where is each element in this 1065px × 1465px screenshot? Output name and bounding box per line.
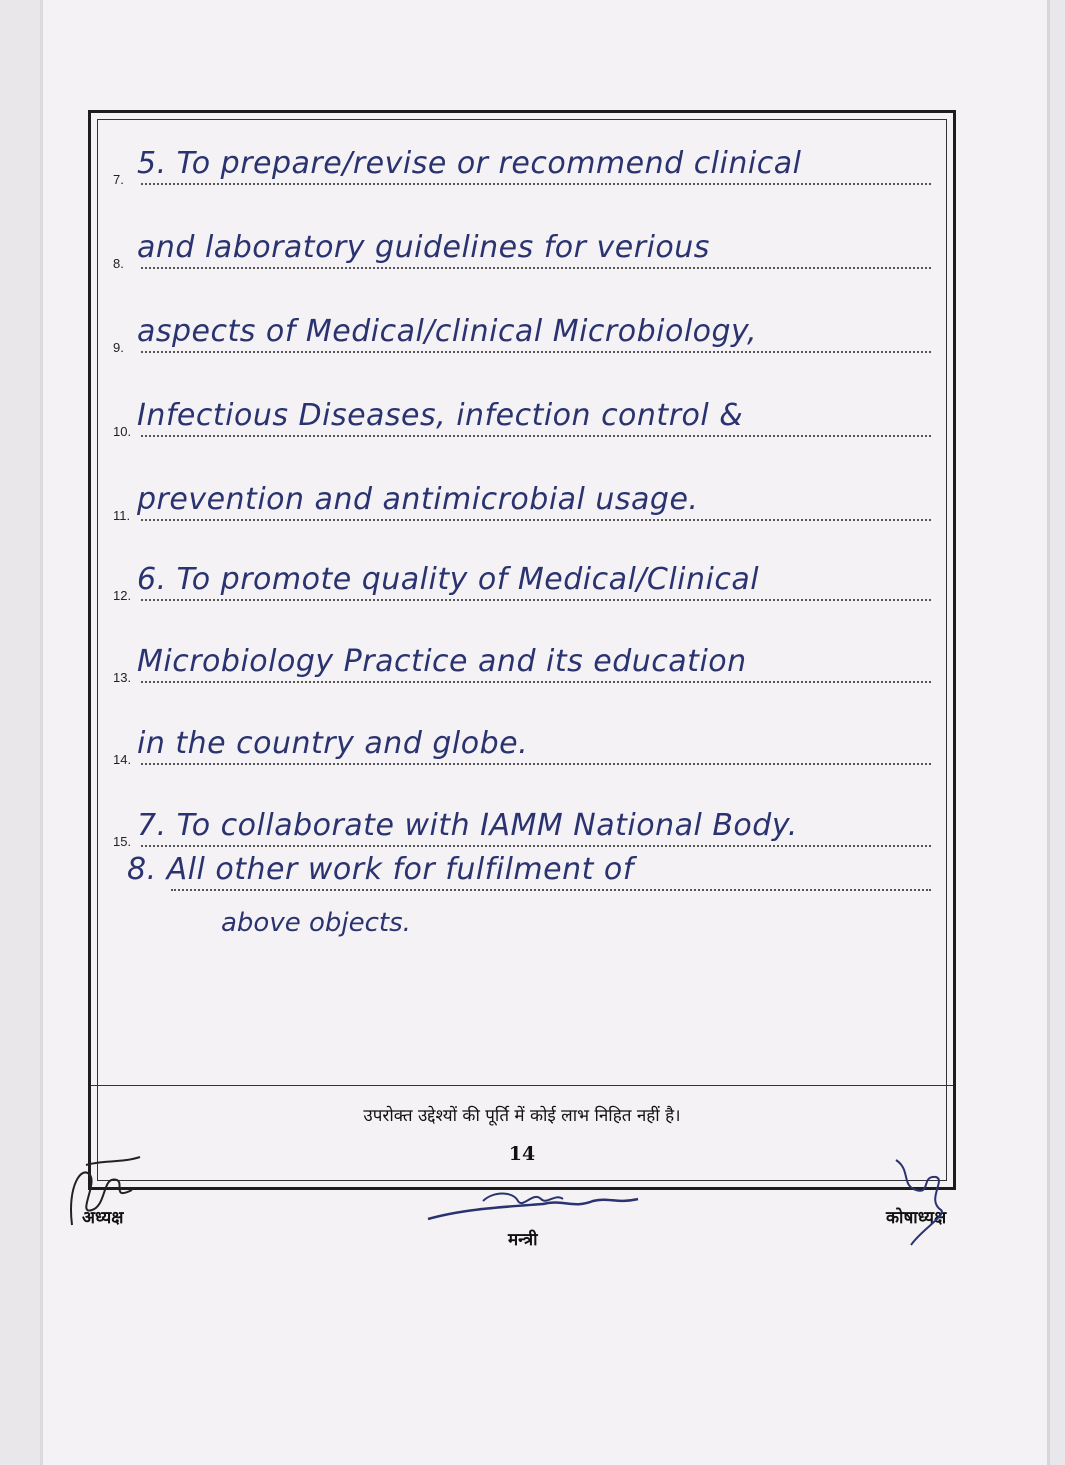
ruled-line-9 — [113, 297, 931, 357]
ruled-line-7 — [113, 129, 931, 189]
page-number: 14 — [508, 1143, 536, 1165]
line-number: 12. — [113, 588, 132, 603]
signature-label: कोषाध्यक्ष — [886, 1208, 947, 1228]
ruled-line-11 — [113, 465, 931, 525]
handwritten-text: 7. To collaborate with IAMM National Body. — [137, 808, 798, 843]
handwritten-text: 5. To prepare/revise or recommend clinical — [137, 146, 802, 181]
handwritten-text: in the country and globe. — [137, 726, 529, 761]
line-number: 10. — [113, 424, 132, 439]
dotted-rule — [141, 763, 931, 765]
ruled-line-8 — [113, 213, 931, 273]
line-number: 7. — [113, 172, 124, 187]
dotted-rule — [171, 889, 931, 891]
dotted-rule — [141, 267, 931, 269]
footer-note: उपरोक्त उद्देश्यों की पूर्ति में कोई लाभ निहित नहीं है। — [363, 1106, 681, 1126]
signature-label: अध्यक्ष — [82, 1208, 124, 1228]
handwritten-text: Microbiology Practice and its education — [137, 644, 747, 679]
signature-label: मन्त्री — [508, 1230, 538, 1250]
document-frame — [88, 110, 956, 1190]
line-number: 15. — [113, 834, 132, 849]
ruled-line-10 — [113, 381, 931, 441]
signature-block-president — [82, 1205, 123, 1228]
signature-block-secretary — [508, 1227, 537, 1250]
signature-scribble-icon — [423, 1189, 643, 1229]
signature-block-treasurer — [886, 1205, 946, 1228]
footer-divider — [91, 1085, 953, 1086]
handwritten-text: and laboratory guidelines for verious — [137, 230, 710, 265]
dotted-rule — [141, 351, 931, 353]
ruled-line-16 — [127, 835, 931, 895]
ruled-line-13 — [113, 627, 931, 687]
handwritten-continuation: above objects. — [221, 908, 411, 938]
handwritten-text: 8. All other work for fulfilment of — [127, 852, 634, 887]
line-number: 13. — [113, 670, 132, 685]
handwritten-text: prevention and antimicrobial usage. — [137, 482, 699, 517]
dotted-rule — [141, 183, 931, 185]
signature-scribble-icon — [881, 1155, 961, 1245]
ruled-line-12 — [113, 545, 931, 605]
line-number: 8. — [113, 256, 124, 271]
dotted-rule — [141, 681, 931, 683]
signature-scribble-icon — [62, 1155, 152, 1235]
handwritten-text: 6. To promote quality of Medical/Clinical — [137, 562, 760, 597]
dotted-rule — [141, 599, 931, 601]
dotted-rule — [141, 435, 931, 437]
handwritten-text: Infectious Diseases, infection control & — [137, 398, 744, 433]
ruled-line-14 — [113, 709, 931, 769]
dotted-rule — [141, 519, 931, 521]
line-number: 11. — [113, 508, 131, 523]
handwritten-text: aspects of Medical/clinical Microbiology, — [137, 314, 758, 349]
line-number: 9. — [113, 340, 124, 355]
line-number: 14. — [113, 752, 132, 767]
